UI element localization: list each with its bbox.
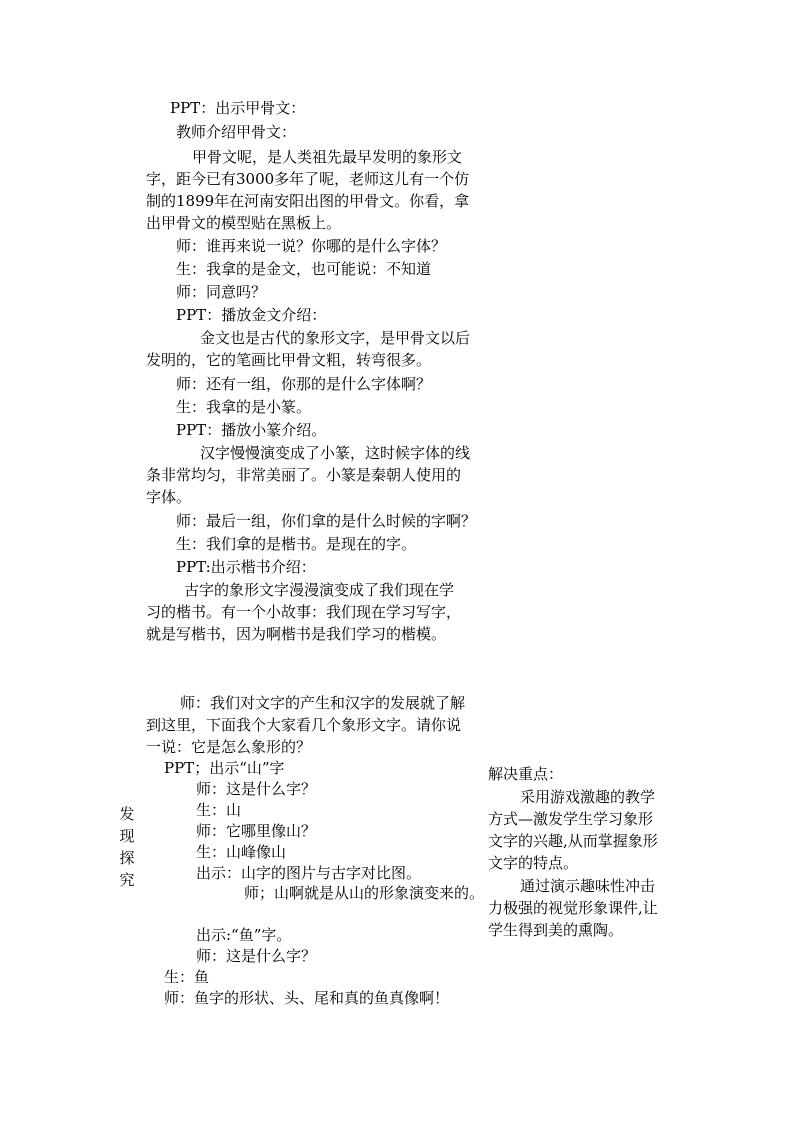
text-line: PPT：播放金文介绍：	[176, 306, 327, 324]
text-line: 师：鱼字的形状、头、尾和真的鱼真像啊！	[164, 989, 450, 1007]
text-line: 教师介绍甲骨文：	[176, 123, 297, 141]
text-line: 师：我们对文字的产生和汉字的发展就了解	[180, 694, 466, 712]
notes-line: 文字的特点。	[488, 854, 579, 872]
text-line: 师；山啊就是从山的形象演变来的。	[244, 884, 485, 902]
text-line: 习的楷书。有一个小故事：我们现在学习写字，	[146, 603, 462, 621]
notes-heading: 解决重点：	[488, 765, 564, 783]
text-line: 生：我拿的是金文，也可能说：不知道	[176, 260, 432, 278]
notes-line: 方式—激发学生学习象形	[488, 810, 654, 828]
notes-line: 采用游戏激趣的教学	[520, 788, 656, 806]
text-line: 出示：山字的图片与古字对比图。	[196, 864, 422, 882]
text-line: 条非常均匀，非常美丽了。小篆是秦朝人使用的	[146, 466, 462, 484]
text-line: 金文也是古代的象形文字，是甲骨文以后	[200, 329, 471, 347]
text-line: 出甲骨文的模型贴在黑板上。	[146, 214, 342, 232]
text-line: PPT:出示楷书介绍：	[176, 558, 316, 576]
text-line: 汉字慢慢演变成了小篆，这时候字体的线	[200, 444, 471, 462]
text-line: 生：鱼	[164, 968, 210, 986]
text-line: 甲骨文呢，是人类祖先最早发明的象形文	[192, 148, 463, 166]
text-line: 制的1899年在河南安阳出图的甲骨文。你看，拿	[146, 192, 470, 210]
text-line: 发明的，它的笔画比甲骨文粗，转弯很多。	[146, 351, 432, 369]
text-line: 师：这是什么字？	[196, 780, 317, 798]
text-line: PPT：出示甲骨文：	[170, 99, 306, 117]
notes-line: 文字的兴趣,从而掌握象形	[488, 832, 658, 850]
section-label-vertical: 发现探究	[119, 805, 135, 889]
text-line: 就是写楷书，因为啊楷书是我们学习的楷模。	[146, 625, 447, 643]
text-line: 师：这是什么字？	[196, 947, 317, 965]
text-line: 师：同意吗？	[176, 283, 267, 301]
notes-line: 学生得到美的熏陶。	[488, 921, 624, 939]
text-line: 生：我拿的是小篆。	[176, 398, 312, 416]
text-line: PPT：播放小篆介绍。	[176, 421, 327, 439]
text-line: 到这里，下面我个大家看几个象形文字。请你说	[146, 716, 462, 734]
text-line: 生：我们拿的是楷书。是现在的字。	[176, 535, 417, 553]
text-line: 字体。	[146, 488, 192, 506]
text-line: 生：山峰像山	[196, 843, 287, 861]
notes-line: 力极强的视觉形象课件,让	[488, 899, 658, 917]
text-line: 生：山	[196, 801, 242, 819]
text-line: 出示:“鱼”字。	[196, 926, 292, 944]
text-line: 古字的象形文字漫漫演变成了我们现在学	[184, 581, 455, 599]
text-line: 师：最后一组，你们拿的是什么时候的字啊？	[176, 512, 477, 530]
text-line: 师：它哪里像山？	[196, 822, 317, 840]
text-line: PPT；出示“山”字	[164, 759, 285, 777]
text-line: 师：还有一组，你那的是什么字体啊？	[176, 375, 432, 393]
text-line: 一说：它是怎么象形的？	[146, 738, 312, 756]
notes-line: 通过演示趣味性冲击	[520, 877, 656, 895]
text-line: 字，距今已有3000多年了呢，老师这儿有一个仿	[146, 170, 470, 188]
text-line: 师：谁再来说一说？你哪的是什么字体？	[176, 237, 447, 255]
